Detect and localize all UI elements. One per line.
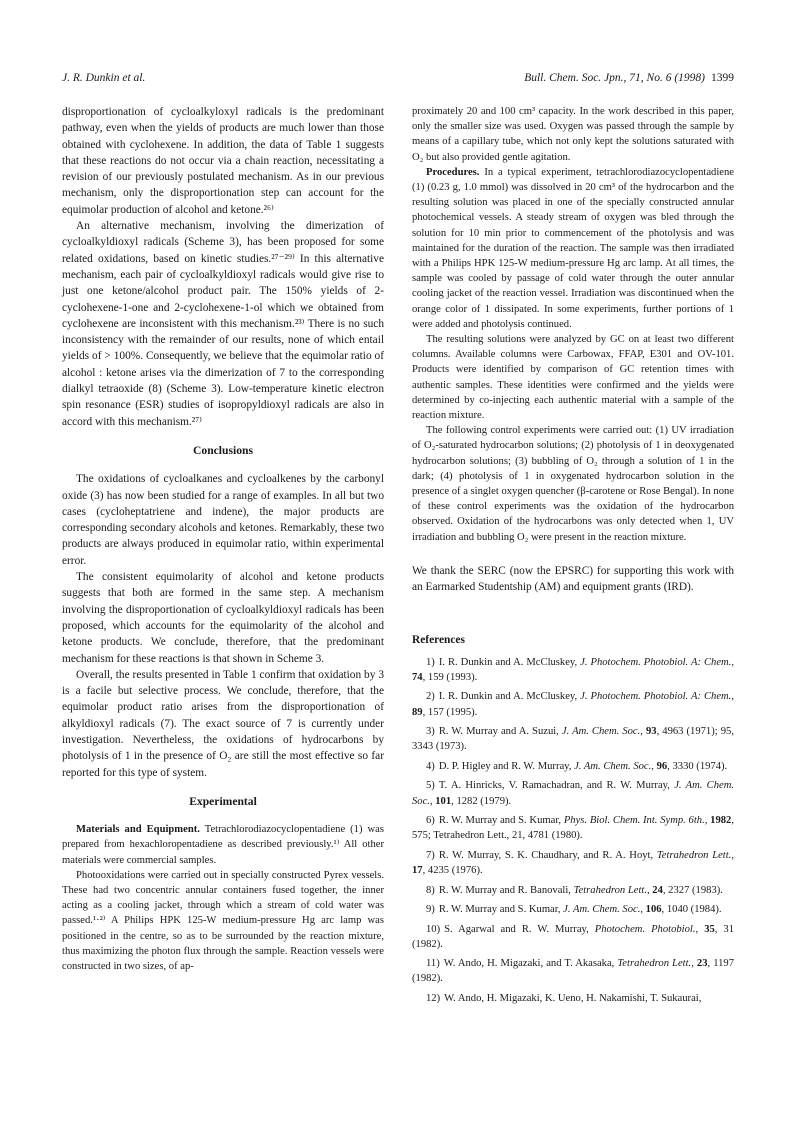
- reference-detail: , 31 (1982).: [412, 923, 735, 950]
- reference-number: 7): [426, 849, 435, 861]
- reference-authors: R. W. Murray, S. K. Chaudhary, and R. A. Hoyt,: [438, 849, 657, 861]
- reference-authors: R. W. Murray and R. Banovali,: [438, 884, 574, 896]
- reference-journal: J. Am. Chem. Soc.: [561, 726, 641, 738]
- reference-number: 5): [426, 780, 435, 792]
- reference-item: [412, 689, 734, 719]
- reference-volume: 106: [645, 904, 662, 915]
- reference-authors: I. R. Dunkin and A. McCluskey,: [438, 656, 581, 668]
- paragraph: An alternative mechanism, involving the dimerization of cycloalkyldioxyl radicals (Scheme 3), has been proposed for some related oxidations, based on kinetic studies.²⁷⁻²⁹⁾ In this alternative mechanism, each pair of cycloalkyldioxyl radicals would give rise to just one ketone/alcohol product pair. The 150% yields of 2-cyclohexene-1-one and 2-cyclohexene-1-ol which we obtained from cyclohexene are inconsistent with this mechanism.²³⁾ There is no such inconsistency with the remainder of our results, none of which entail yields of > 100%. Consequently, we believe that the equimolar ratio of alcohol : ketone arises via the dimerization of 7 to the corresponding dialkyl tetraoxide (8) (Scheme 3). Low-temperature kinetic electron spin resonance (ESR) studies of isopropyldioxyl radicals are also in accord with this mechanism.²⁷⁾: [62, 220, 384, 428]
- paragraph: The following control experiments were carried out: (1) UV irradiation of O₂-saturated hydrocarbon solutions; (2) photolysis of 1 in deoxygenated hydrocarbon solutions; (3) bubbling of O₂ through a solution of 1 in the dark; (4) photolysis of 1 in oxygenated hydrocarbon solution in the presence of a singlet oxygen quencher (β-carotene or Rose Bengal). In none of these control experiments was the oxidation of the hydrocarbon observed. Oxidation of the hydrocarbons was only detected when 1, UV irradiation and bubbling O₂ were present in the reaction mixture.: [412, 425, 734, 543]
- reference-detail: ,: [695, 923, 705, 935]
- paragraph: [62, 822, 384, 868]
- paragraph: Photooxidations were carried out in specially constructed Pyrex vessels. These had two concentric annular containers fused together, the inner acting as a cooling jacket, through which a stream of cold water was passed.¹·²⁾ A Philips HPK 125-W medium-pressure Hg arc lamp was positioned in the centre, so as to be surrounded by the reaction mixture, thus maximizing the photon flux through the sample. Reaction vessels were constructed in two sizes, of ap-: [62, 869, 384, 972]
- reference-detail: ,: [731, 656, 734, 668]
- acknowledgement: We thank the SERC (now the EPSRC) for supporting this work with an Earmarked Studentship (AM) and equipment grants (IRD).: [412, 564, 734, 594]
- reference-volume: 35: [704, 923, 715, 935]
- header-authors: J. R. Dunkin et al.: [62, 72, 146, 84]
- run-in-heading: Materials and Equipment.: [76, 824, 200, 836]
- reference-item: [412, 848, 734, 878]
- section-title-experimental: Experimental: [189, 794, 257, 808]
- reference-number: 8): [426, 884, 435, 896]
- reference-item: [412, 724, 734, 754]
- reference-journal: Tetrahedron Lett.: [573, 884, 647, 896]
- paragraph-text: In a typical experiment, tetrachlorodiazocyclopentadiene (1) (0.23 g, 1.0 mmol) was dissolved in 20 cm³ of the hydrocarbon and the resulting solution was placed in one of the specially constructed annular photochemical vessels. A steady stream of oxygen was bled through the solution for 10 min prior to commencement of the photolysis and was maintained for the duration of the reaction. The sample was then irradiated with a Philips HPK 125-W medium-pressure Hg arc lamp. At all times, the sample was cooled by passage of cold water through the outer annular cooling jacket of the reaction vessel. Irradiation was discontinued when the orange color of 1 dissipated. In some experiments, further portions of 1 were added and photolysis continued.: [412, 166, 734, 330]
- paragraph: The resulting solutions were analyzed by GC on at least two different columns. Available columns were Carbowax, FFAP, E301 and OV-101. Products were identified by comparison of GC retention times with authentic samples. These identities were confirmed and the yields were determined by co-injecting each authentic material with a sample of the reaction mixture.: [412, 334, 734, 422]
- reference-item: [412, 655, 734, 685]
- reference-detail: ,: [640, 904, 646, 915]
- reference-journal: J. Am. Chem. Soc.: [412, 780, 734, 807]
- reference-volume: 89: [412, 706, 423, 718]
- reference-journal: J. Photochem. Photobiol. A: Chem.: [580, 656, 732, 668]
- reference-detail: ,: [704, 815, 711, 827]
- reference-journal: Photochem. Photobiol.: [594, 923, 696, 935]
- reference-number: 2): [426, 691, 435, 703]
- reference-item: [412, 759, 734, 774]
- reference-number: 1): [426, 656, 435, 668]
- section-title-references: References: [412, 634, 465, 647]
- reference-authors: R. W. Murray and S. Kumar,: [438, 904, 564, 915]
- reference-detail: , 2327 (1983).: [662, 884, 723, 896]
- paragraph-text: Tetrachlorodiazocyclopentadiene (1) was prepared from hexachloropentadiene as described previously.¹⁾ All other materials were commercial samples.: [62, 824, 384, 866]
- reference-volume: 74: [412, 671, 423, 683]
- reference-journal: Tetrahedron Lett.: [656, 849, 732, 861]
- section-title-conclusions: Conclusions: [193, 443, 253, 457]
- paragraph: proximately 20 and 100 cm³ capacity. In the work described in this paper, only the smaller size was used. Oxygen was passed through the sample by means of a capillary tube, which not only kept the solutions saturated with O₂ but also provided gentle agitation.: [412, 106, 734, 163]
- paragraph: Overall, the results presented in Table 1 confirm that oxidation by 3 is a facile but selective process. We conclude, therefore, that the equimolar product ratio arises from the disproportionation of alkyldioxyl radicals (7). The exact source of 7 is currently under investigation. Nevertheless, the oxidations of hydrocarbons by photolysis of 1 in the presence of O₂ are still the most effective so far reported for this type of system.: [62, 668, 384, 779]
- reference-number: 12): [426, 992, 441, 1004]
- reference-detail: ,: [731, 691, 734, 703]
- reference-item: [412, 902, 734, 917]
- reference-authors: T. A. Hinricks, V. Ramachadran, and R. W. Murray,: [438, 780, 675, 792]
- reference-item: [412, 778, 734, 808]
- reference-detail: ,: [640, 726, 646, 738]
- reference-authors: W. Ando, H. Migazaki, and T. Akasaka,: [443, 958, 618, 970]
- reference-detail: , 159 (1993).: [422, 671, 478, 683]
- reference-detail: , 1040 (1984).: [661, 904, 722, 915]
- reference-number: 11): [426, 958, 440, 970]
- reference-journal: J. Am. Chem. Soc.: [563, 904, 641, 915]
- reference-detail: ,: [429, 795, 436, 807]
- reference-detail: , 1282 (1979).: [451, 795, 512, 807]
- reference-detail: ,: [691, 958, 697, 970]
- reference-volume: 1982: [710, 815, 732, 827]
- run-in-heading: Procedures.: [426, 166, 480, 178]
- reference-journal: Phys. Biol. Chem. Int. Symp. 6th.: [563, 815, 705, 827]
- reference-volume: 101: [435, 795, 452, 807]
- reference-detail: ,: [731, 849, 734, 861]
- reference-number: 10): [426, 923, 441, 935]
- reference-authors: S. Agarwal and R. W. Murray,: [444, 923, 595, 935]
- reference-authors: R. W. Murray and A. Suzui,: [438, 726, 562, 738]
- reference-detail: , 4235 (1976).: [422, 865, 483, 876]
- reference-journal: J. Am. Chem. Soc.: [574, 760, 652, 772]
- reference-authors: I. R. Dunkin and A. McCluskey,: [438, 691, 581, 703]
- reference-detail: , 3330 (1974).: [667, 760, 728, 772]
- reference-authors: W. Ando, H. Migazaki, K. Ueno, H. Nakamishi, T. Sukaurai,: [444, 992, 702, 1004]
- reference-detail: ,: [651, 760, 657, 772]
- reference-journal: J. Photochem. Photobiol. A: Chem.: [580, 691, 732, 703]
- reference-number: 4): [426, 760, 435, 772]
- reference-volume: 96: [656, 760, 668, 772]
- reference-item: [412, 956, 734, 986]
- reference-volume: 24: [652, 884, 663, 896]
- header-journal: Bull. Chem. Soc. Jpn., 71, No. 6 (1998): [524, 72, 705, 84]
- reference-item: [412, 922, 734, 952]
- reference-authors: R. W. Murray and S. Kumar,: [438, 815, 564, 827]
- reference-volume: 23: [696, 958, 708, 970]
- header-citation: [524, 72, 734, 84]
- reference-list: [412, 655, 734, 1006]
- reference-journal: Tetrahedron Lett.: [617, 958, 692, 970]
- paragraph: disproportionation of cycloalkyloxyl radicals is the predominant pathway, even when the yields of products are much lower than those obtained with cyclohexene. In addition, the data of Table 1 suggests that these reactions do not occur via a chain reaction, necessitating a revision of our previously postulated mechanism. As in our previous mechanism, only the disproportionation step can account for the equimolar production of alcohol and ketone.²⁶⁾: [62, 106, 384, 216]
- reference-item: [412, 991, 734, 1006]
- reference-detail: , 4963 (1971); 95, 3343 (1973).: [412, 726, 734, 753]
- reference-item: [412, 813, 734, 843]
- reference-detail: , 157 (1995).: [422, 706, 478, 718]
- running-header: [62, 72, 734, 88]
- reference-number: 6): [426, 815, 435, 827]
- reference-detail: , 575; Tetrahedron Lett., 21, 4781 (1980).: [412, 815, 734, 842]
- reference-detail: ,: [646, 884, 653, 896]
- page-number: 1399: [711, 72, 734, 84]
- reference-volume: 17: [412, 865, 423, 876]
- reference-number: 9): [426, 904, 435, 915]
- paragraph: The consistent equimolarity of alcohol and ketone products suggests that both are formed in the same step. A mechanism involving the disproportionation of cycloalkyldioxyl radicals has been proposed, which accounts for the equimolarity of the alcohol and ketone products. We conclude, therefore, that the predominant mechanism for these reactions is that shown in Scheme 3.: [62, 571, 384, 665]
- paragraph: [412, 165, 734, 332]
- left-column: [62, 104, 384, 974]
- reference-detail: , 1197 (1982).: [412, 958, 735, 985]
- paragraph: The oxidations of cycloalkanes and cycloalkenes by the carbonyl oxide (3) has now been studied for a range of examples. In all but two cases (cycloheptatriene and indene), the major products are corresponding secondary alcohols and ketones. Remarkably, these two products are always produced in equimolar ratio, within experimental error.: [62, 473, 384, 567]
- reference-number: 3): [426, 726, 435, 738]
- reference-item: [412, 883, 734, 898]
- right-column: [412, 104, 734, 1010]
- reference-volume: 93: [645, 726, 657, 738]
- reference-authors: D. P. Higley and R. W. Murray,: [438, 760, 575, 772]
